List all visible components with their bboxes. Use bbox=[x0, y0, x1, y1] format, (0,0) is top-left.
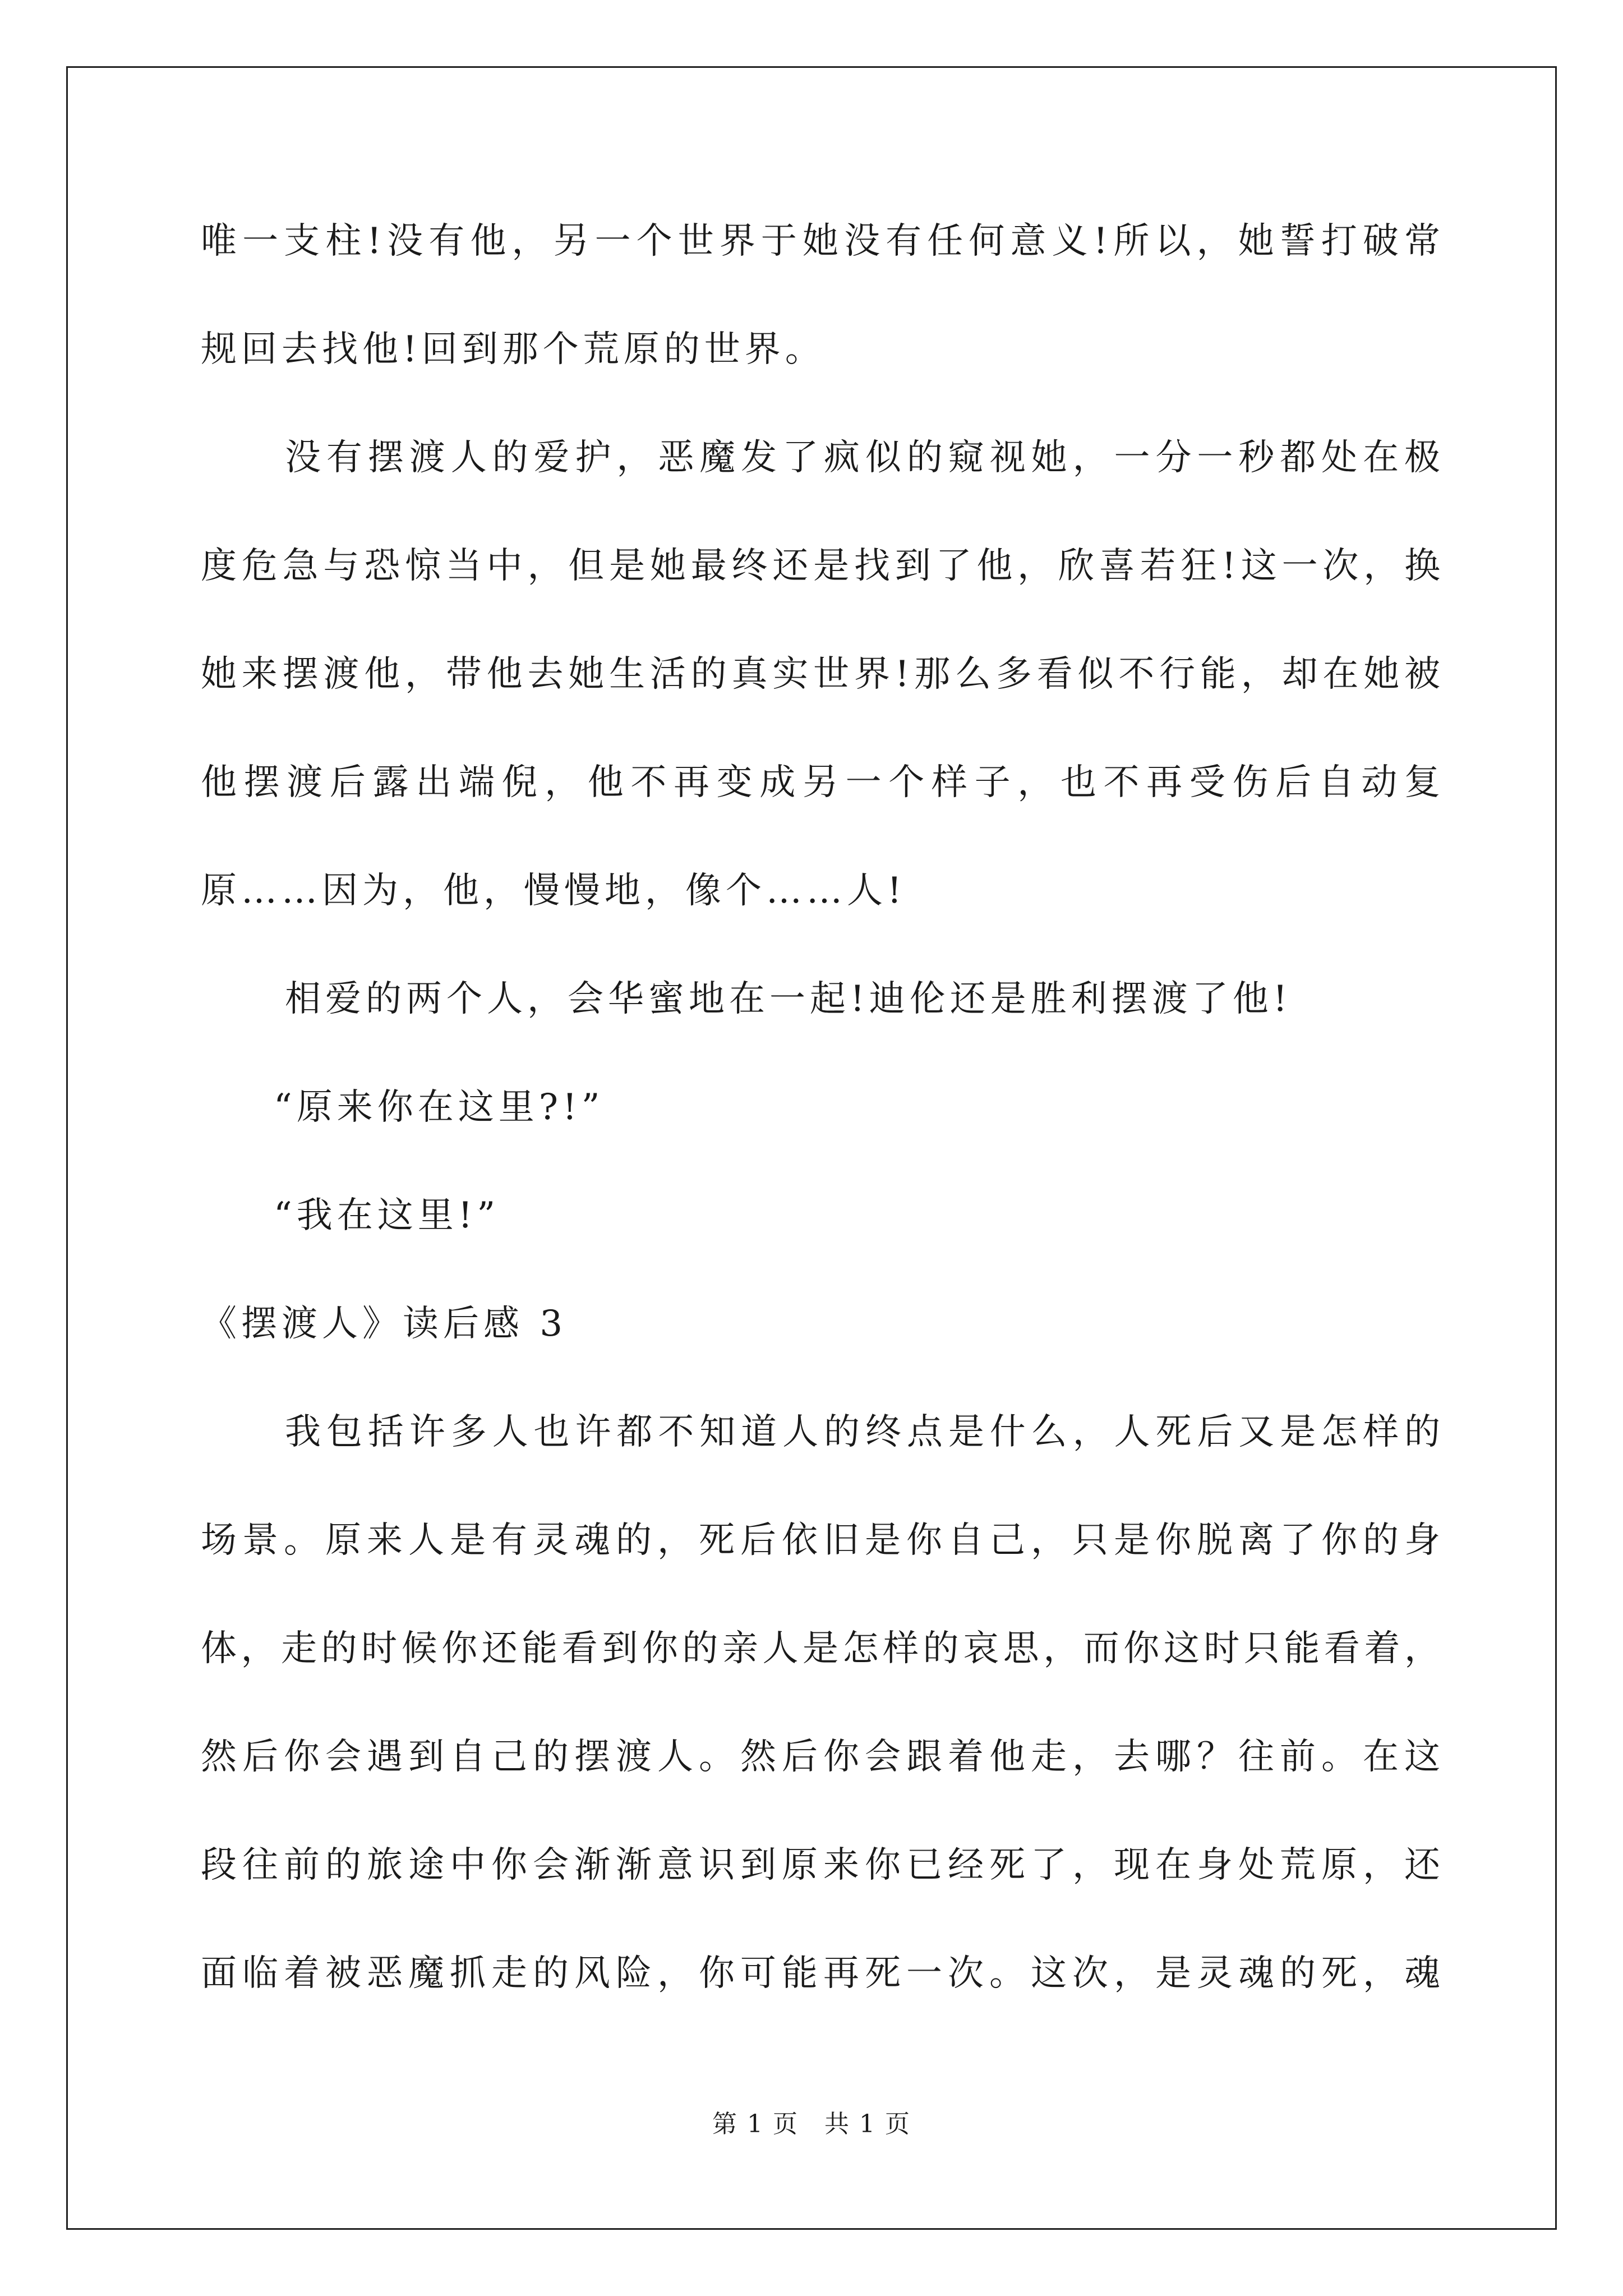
text-line: 面临着被恶魔抓走的风险，你可能再死一次。这次，是灵魂的死，魂 bbox=[201, 1953, 1440, 1994]
text-line: 他摆渡后露出端倪，他不再变成另一个样子，也不再受伤后自动复 bbox=[201, 762, 1440, 803]
text-line: 她来摆渡他，带他去她生活的真实世界!那么多看似不行能，却在她被 bbox=[201, 654, 1440, 695]
quote-line: “我在这里!” bbox=[274, 1195, 500, 1236]
page-number: 第 1 页 共 1 页 bbox=[712, 2110, 911, 2138]
text-line: 原……因为，他，慢慢地，像个……人! bbox=[201, 870, 906, 912]
text-line: 我包括许多人也许都不知道人的终点是什么，人死后又是怎样的 bbox=[285, 1411, 1440, 1453]
text-line: 规回去找他!回到那个荒原的世界。 bbox=[201, 329, 826, 370]
text-line: 段往前的旅途中你会渐渐意识到原来你已经死了，现在身处荒原，还 bbox=[201, 1844, 1440, 1886]
text-line: 度危急与恐惊当中，但是她最终还是找到了他，欣喜若狂!这一次，换 bbox=[201, 545, 1440, 587]
quote-line: “原来你在这里?!” bbox=[274, 1087, 605, 1128]
section-heading: 《摆渡人》读后感 3 bbox=[201, 1303, 568, 1345]
text-line: 没有摆渡人的爱护，恶魔发了疯似的窥视她，一分一秒都处在极 bbox=[285, 437, 1440, 478]
page-border bbox=[66, 66, 1557, 2230]
text-line: 唯一支柱!没有他，另一个世界于她没有任何意义!所以，她誓打破常 bbox=[201, 220, 1440, 262]
text-line: 体，走的时候你还能看到你的亲人是怎样的哀思，而你这时只能看着， bbox=[201, 1628, 1440, 1669]
text-line: 相爱的两个人，会华蜜地在一起!迪伦还是胜利摆渡了他! bbox=[285, 978, 1292, 1020]
text-line: 场景。原来人是有灵魂的，死后依旧是你自己，只是你脱离了你的身 bbox=[201, 1520, 1440, 1561]
text-line: 然后你会遇到自己的摆渡人。然后你会跟着他走，去哪？往前。在这 bbox=[201, 1736, 1440, 1778]
